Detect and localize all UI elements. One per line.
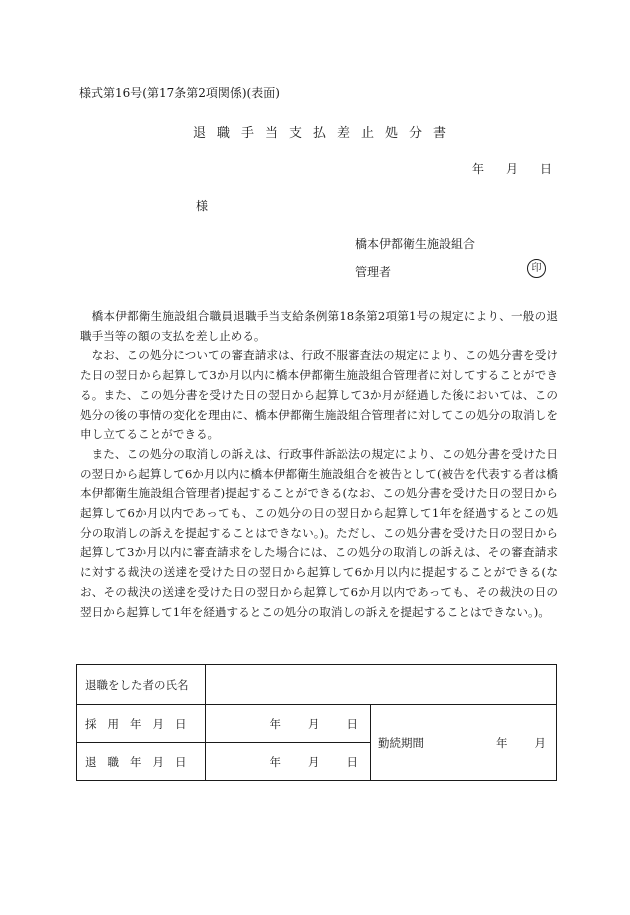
- form-code: 様式第16号(第17条第2項関係)(表面): [79, 86, 280, 100]
- service-year-unit: 年: [496, 735, 508, 750]
- retire-day-unit: 日: [346, 754, 358, 769]
- service-period-cell[interactable]: [371, 705, 557, 781]
- hire-month-unit: 月: [308, 716, 320, 731]
- hire-date-field[interactable]: [206, 705, 371, 743]
- retire-year-unit: 年: [269, 754, 281, 769]
- notice-body: [80, 307, 558, 622]
- date-year-unit: 年: [472, 162, 485, 176]
- name-field[interactable]: [206, 665, 557, 705]
- issuer-role: 管理者: [355, 265, 392, 279]
- hire-year-unit: 年: [269, 716, 281, 731]
- date-month-unit: 月: [506, 162, 519, 176]
- hire-date-label: 採用年月日: [77, 705, 206, 743]
- body-paragraph: 橋本伊都衛生施設組合職員退職手当支給条例第18条第2項第1号の規定により、一般の退職手当等の額の支払を差し止める。: [80, 309, 558, 343]
- body-paragraph: なお、この処分についての審査請求は、行政不服審査法の規定により、この処分書を受けた日の翌日から起算して3か月以内に橋本伊都衛生施設組合管理者に対してすることができる。また、この処分書を受けた日の翌日から起算して3か月が経過した後においては、この処分の後の事情の変化を理由に、橋本伊都衛生施設組合管理者に対してこの処分の取消しを申し立てることができる。: [80, 348, 558, 442]
- document-title: 退職手当支払差止処分書: [193, 126, 458, 141]
- date-line: [472, 160, 552, 177]
- service-period-label: 勤続期間: [378, 735, 424, 750]
- retire-date-label: 退職年月日: [77, 743, 206, 781]
- body-paragraph: また、この処分の取消しの訴えは、行政事件訴訟法の規定により、この処分書を受けた日の翌日から起算して6か月以内に橋本伊都衛生施設組合を被告として(被告を代表する者は橋本伊都衛生施設組合管理者)提起することができる(なお、この処分書を受けた日の翌日から起算して6か月以内であっても、この処分の日の翌日から起算して1年を経過するとこの処分の取消しの訴えを提起することはできない。)。ただし、この処分書を受けた日の翌日から起算して3か月以内に審査請求をした場合には、この処分の取消しの訴えは、その審査請求に対する裁決の送達を受けた日の翌日から起算して6か月以内に提起することができる(なお、その裁決の送達を受けた日の翌日から起算して6か月以内であっても、その裁決の日の翌日から起算して1年を経過するとこの処分の取消しの訴えを提起することはできない。)。: [80, 446, 558, 619]
- retire-month-unit: 月: [308, 754, 320, 769]
- employee-info-table: [76, 664, 557, 781]
- service-month-unit: 月: [534, 735, 546, 750]
- hire-day-unit: 日: [346, 716, 358, 731]
- name-label: 退職をした者の氏名: [77, 665, 206, 705]
- seal-stamp-icon: 印: [527, 259, 546, 278]
- date-day-unit: 日: [540, 162, 553, 176]
- issuer-organization: 橋本伊都衛生施設組合: [355, 237, 476, 251]
- retire-date-field[interactable]: [206, 743, 371, 781]
- recipient-honorific: 様: [196, 199, 209, 213]
